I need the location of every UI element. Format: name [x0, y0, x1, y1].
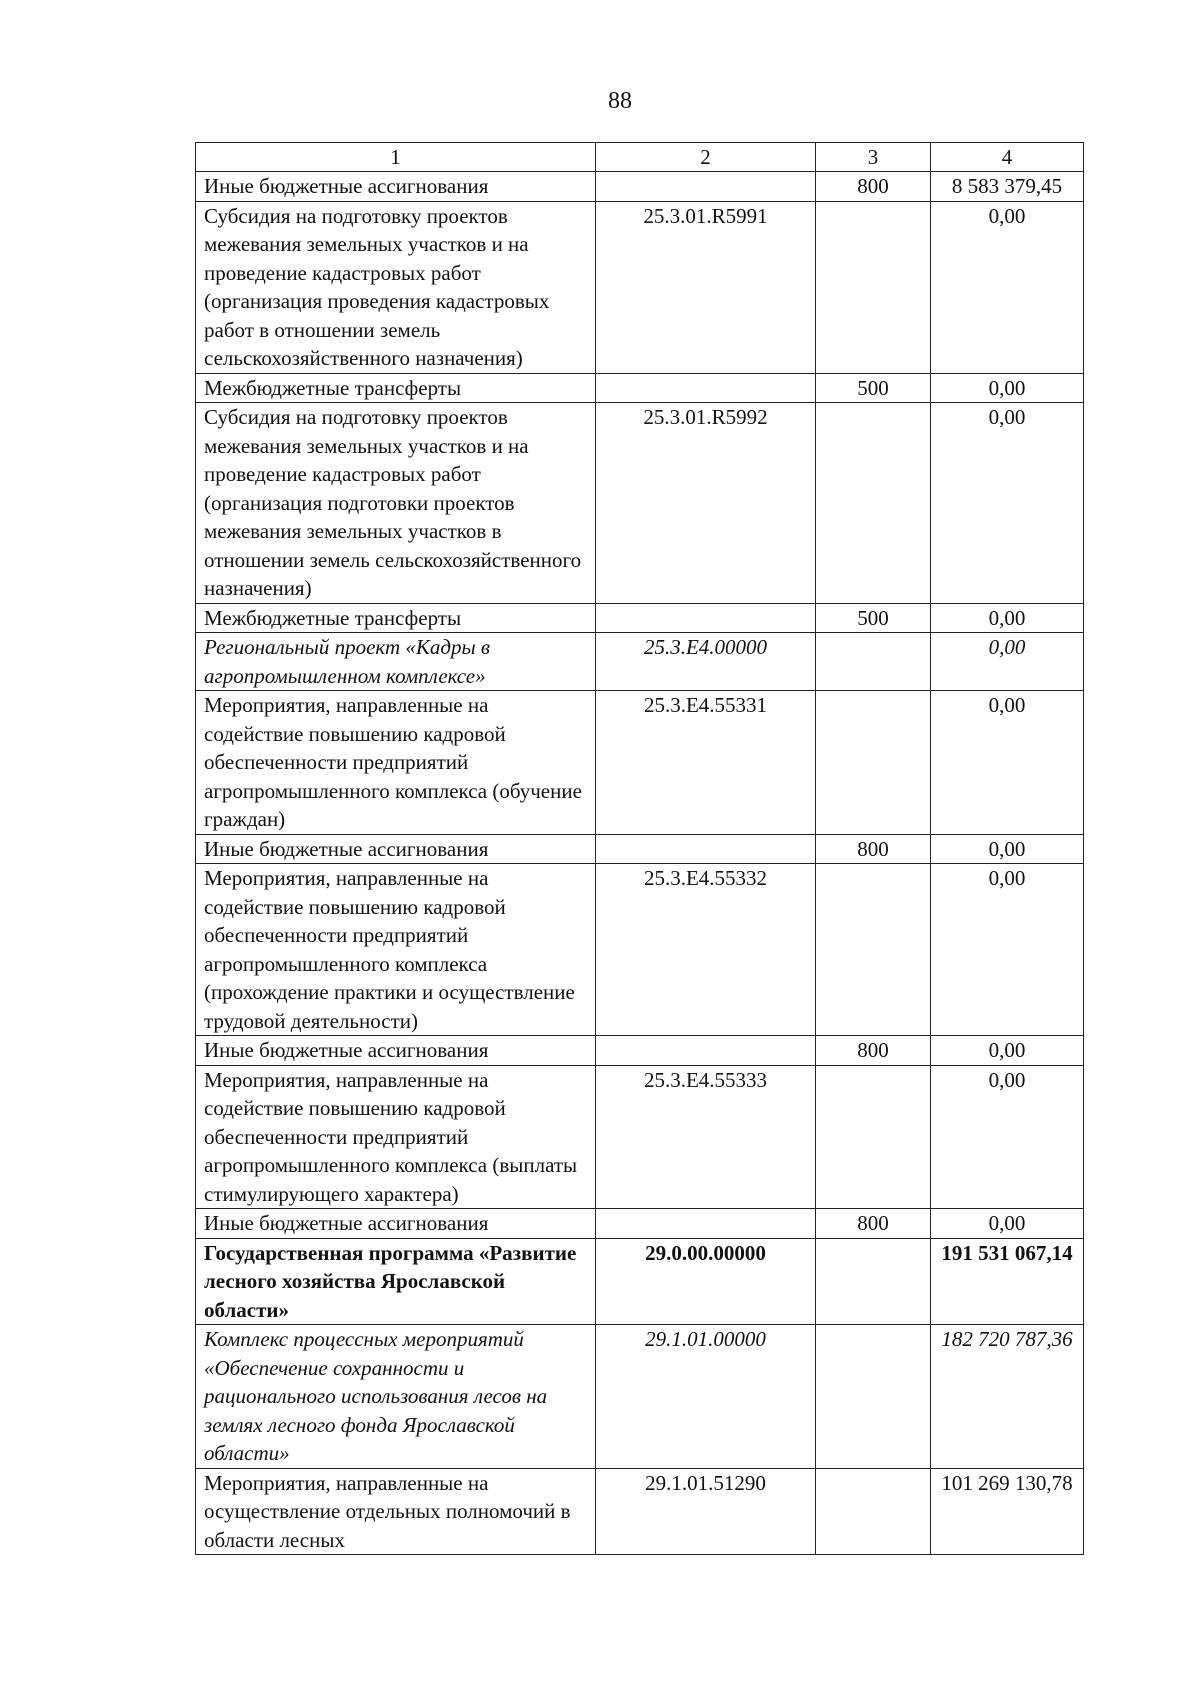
row-amount-cell: 0,00 — [931, 633, 1084, 691]
table-row — [196, 201, 1084, 373]
row-name-cell: Мероприятия, направленные на содействие повышению кадровой обеспеченности предприятий агропромышленного комплекса (выплаты стимулирующего характера) — [196, 1065, 596, 1209]
row-name-cell: Государственная программа «Развитие лесного хозяйства Ярославской области» — [196, 1238, 596, 1325]
row-name-cell: Иные бюджетные ассигнования — [196, 834, 596, 864]
row-type-cell: 500 — [816, 603, 931, 633]
row-name-cell: Иные бюджетные ассигнования — [196, 172, 596, 202]
table-row — [196, 1468, 1084, 1555]
budget-table-body — [196, 143, 1084, 1555]
row-name-cell: Мероприятия, направленные на содействие повышению кадровой обеспеченности предприятий агропромышленного комплекса (обучение граждан) — [196, 691, 596, 835]
column-header-amount: 4 — [931, 143, 1084, 172]
row-type-cell — [816, 864, 931, 1036]
row-amount-cell: 0,00 — [931, 373, 1084, 403]
row-type-cell: 800 — [816, 1036, 931, 1066]
row-type-cell: 500 — [816, 373, 931, 403]
row-name-cell: Мероприятия, направленные на осуществление отдельных полномочий в области лесных — [196, 1468, 596, 1555]
row-code-cell: 25.3.E4.55331 — [596, 691, 816, 835]
row-code-cell — [596, 172, 816, 202]
table-row — [196, 1238, 1084, 1325]
table-row — [196, 1036, 1084, 1066]
column-header-name: 1 — [196, 143, 596, 172]
row-amount-cell: 8 583 379,45 — [931, 172, 1084, 202]
row-amount-cell: 101 269 130,78 — [931, 1468, 1084, 1555]
table-row — [196, 1209, 1084, 1239]
row-name-cell: Межбюджетные трансферты — [196, 603, 596, 633]
column-header-code: 2 — [596, 143, 816, 172]
row-name-cell: Региональный проект «Кадры в агропромышленном комплексе» — [196, 633, 596, 691]
row-code-cell: 25.3.E4.55333 — [596, 1065, 816, 1209]
row-code-cell: 25.3.E4.55332 — [596, 864, 816, 1036]
row-code-cell: 25.3.01.R5991 — [596, 201, 816, 373]
row-amount-cell: 0,00 — [931, 1209, 1084, 1239]
table-row — [196, 403, 1084, 604]
row-name-cell: Субсидия на подготовку проектов межевания земельных участков и на проведение кадастровых работ (организация проведения кадастровых работ в отношении земель сельскохозяйственного назначения) — [196, 201, 596, 373]
row-code-cell — [596, 1209, 816, 1239]
row-name-cell: Субсидия на подготовку проектов межевания земельных участков и на проведение кадастровых работ (организация подготовки проектов межевания земельных участков в отношении земель сельскохозяйственного назначения) — [196, 403, 596, 604]
table-row — [196, 834, 1084, 864]
row-code-cell: 29.1.01.00000 — [596, 1325, 816, 1469]
table-row — [196, 603, 1084, 633]
row-amount-cell: 0,00 — [931, 691, 1084, 835]
row-type-cell — [816, 201, 931, 373]
row-type-cell — [816, 1238, 931, 1325]
row-type-cell — [816, 403, 931, 604]
row-amount-cell: 0,00 — [931, 603, 1084, 633]
row-code-cell: 25.3.01.R5992 — [596, 403, 816, 604]
table-row — [196, 373, 1084, 403]
page-number: 88 — [608, 88, 632, 114]
row-amount-cell: 182 720 787,36 — [931, 1325, 1084, 1469]
row-amount-cell: 191 531 067,14 — [931, 1238, 1084, 1325]
row-code-cell — [596, 834, 816, 864]
row-amount-cell: 0,00 — [931, 201, 1084, 373]
row-type-cell — [816, 1468, 931, 1555]
row-amount-cell: 0,00 — [931, 834, 1084, 864]
row-type-cell — [816, 691, 931, 835]
row-amount-cell: 0,00 — [931, 403, 1084, 604]
table-row — [196, 864, 1084, 1036]
row-amount-cell: 0,00 — [931, 1065, 1084, 1209]
table-row — [196, 172, 1084, 202]
row-code-cell: 29.1.01.51290 — [596, 1468, 816, 1555]
budget-table — [195, 142, 1084, 1555]
table-row — [196, 691, 1084, 835]
row-name-cell: Иные бюджетные ассигнования — [196, 1209, 596, 1239]
row-name-cell: Мероприятия, направленные на содействие повышению кадровой обеспеченности предприятий агропромышленного комплекса (прохождение практики и осуществление трудовой деятельности) — [196, 864, 596, 1036]
table-row — [196, 633, 1084, 691]
row-name-cell: Комплекс процессных мероприятий «Обеспечение сохранности и рационального использования лесов на землях лесного фонда Ярославской области» — [196, 1325, 596, 1469]
row-amount-cell: 0,00 — [931, 1036, 1084, 1066]
table-row — [196, 1325, 1084, 1469]
row-code-cell: 25.3.E4.00000 — [596, 633, 816, 691]
row-code-cell: 29.0.00.00000 — [596, 1238, 816, 1325]
row-code-cell — [596, 373, 816, 403]
row-amount-cell: 0,00 — [931, 864, 1084, 1036]
row-type-cell: 800 — [816, 172, 931, 202]
table-row — [196, 1065, 1084, 1209]
row-name-cell: Межбюджетные трансферты — [196, 373, 596, 403]
row-code-cell — [596, 1036, 816, 1066]
row-type-cell — [816, 633, 931, 691]
row-type-cell — [816, 1065, 931, 1209]
row-type-cell — [816, 1325, 931, 1469]
column-header-type: 3 — [816, 143, 931, 172]
row-type-cell: 800 — [816, 1209, 931, 1239]
row-code-cell — [596, 603, 816, 633]
table-header-row — [196, 143, 1084, 172]
row-type-cell: 800 — [816, 834, 931, 864]
row-name-cell: Иные бюджетные ассигнования — [196, 1036, 596, 1066]
